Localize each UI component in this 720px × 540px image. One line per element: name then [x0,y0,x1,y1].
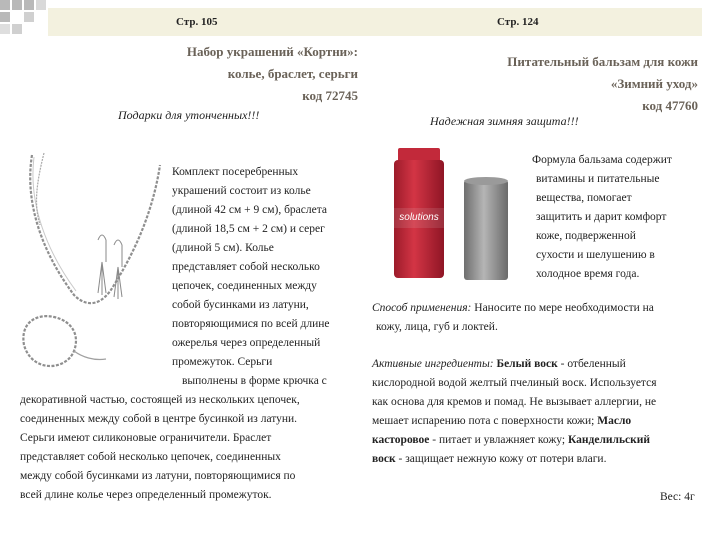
desc-line: собой бусинками из латуни, [172,299,309,311]
desc-line: промежуток. Серьги [172,356,273,368]
desc-line: повторяющимися по всей длине [172,318,330,330]
right-page-number: Стр. 124 [497,16,539,28]
ingredient-candelilla-b: воск [372,453,396,465]
usage-section [372,299,708,337]
left-description-column [172,163,354,391]
brand-label: solutions [399,212,439,223]
formula-line: защитить и дарит комфорт [536,211,667,223]
desc-line: декоративной частью, состоящей из нескольких цепочек, [20,394,300,406]
desc-line: (длиной 5 см). Колье [172,242,274,254]
header-bar [48,8,702,36]
left-title-line-2: колье, браслет, серьги [227,66,358,81]
ingredients-label: Активные ингредиенты: [372,358,494,370]
desc-line: соединенных между собой в центре бусинкой из латуни. [20,413,298,425]
formula-line: витамины и питательные [536,173,660,185]
right-product-title [440,51,698,117]
ingredient-line: мешает испарению пота с поверхности кожи; [372,415,595,427]
ingredient-castor-oil-a: Масло [594,415,632,427]
desc-line: Комплект посеребренных [172,166,299,178]
product-weight: Вес: 4г [660,491,695,503]
formula-line: сухости и шелушению в [536,249,655,261]
desc-line: ожерелья через определенный [172,337,321,349]
ingredient-line: - питает и увлажняет кожу; [429,434,566,446]
ingredient-white-wax: Белый воск [496,358,558,370]
ingredient-line: - защищает нежную кожу от потери влаги. [395,453,607,465]
formula-line: Формула бальзама содержит [532,154,672,166]
ingredient-candelilla-a: Канделильский [565,434,651,446]
ingredient-castor-oil-b: касторовое [372,434,430,446]
left-title-line-1: Набор украшений «Кортни»: [186,44,358,59]
desc-line: Серьги имеют силиконовые ограничители. Браслет [20,432,272,444]
formula-line: коже, подверженной [536,230,636,242]
ingredient-text: - отбеленный [557,358,626,370]
left-product-title [120,41,358,107]
left-description-full [20,391,360,505]
ingredient-line: как основа для кремов и помад. Не вызывает аллергии, не [372,396,657,408]
formula-line: холодное время года. [536,268,640,280]
jewelry-set-image [14,145,164,385]
left-page-number: Стр. 105 [176,16,218,28]
formula-line: вещества, помогает [536,192,632,204]
right-title-line-2: «Зимний уход» [610,76,698,91]
balm-product-image [380,140,530,290]
desc-line: между собой бусинками из латуни, повторяющимися по [20,470,296,482]
desc-line: (длиной 42 см + 9 см), браслета [172,204,328,216]
right-title-line-1: Питательный бальзам для кожи [507,54,698,69]
desc-line: представляет собой несколько цепочек, соединенных [20,451,281,463]
usage-label: Способ применения: [372,302,472,314]
balm-stick-icon [380,140,530,290]
desc-line: (длиной 18,5 см + 2 см) и серег [172,223,325,235]
desc-line: украшений состоит из колье [172,185,311,197]
ingredients-section [372,355,708,469]
desc-line: всей длине колье через определенный промежуток. [20,489,272,501]
desc-line: выполнены в форме крючка с [182,375,327,387]
usage-text: Наносите по мере необходимости на [471,302,654,314]
necklace-bracelet-earrings-icon [14,145,164,385]
left-tagline: Подарки для утонченных!!! [118,108,260,122]
formula-description [532,151,712,284]
left-title-line-3: код 72745 [302,88,358,103]
usage-text-2: кожу, лица, губ и локтей. [376,321,498,333]
desc-line: цепочек, соединенных между [172,280,317,292]
ingredient-line: кислородной водой желтый пчелиный воск. Используется [372,377,657,389]
desc-line: представляет собой несколько [172,261,320,273]
right-title-line-3: код 47760 [642,98,698,113]
right-tagline: Надежная зимняя защита!!! [430,114,579,128]
